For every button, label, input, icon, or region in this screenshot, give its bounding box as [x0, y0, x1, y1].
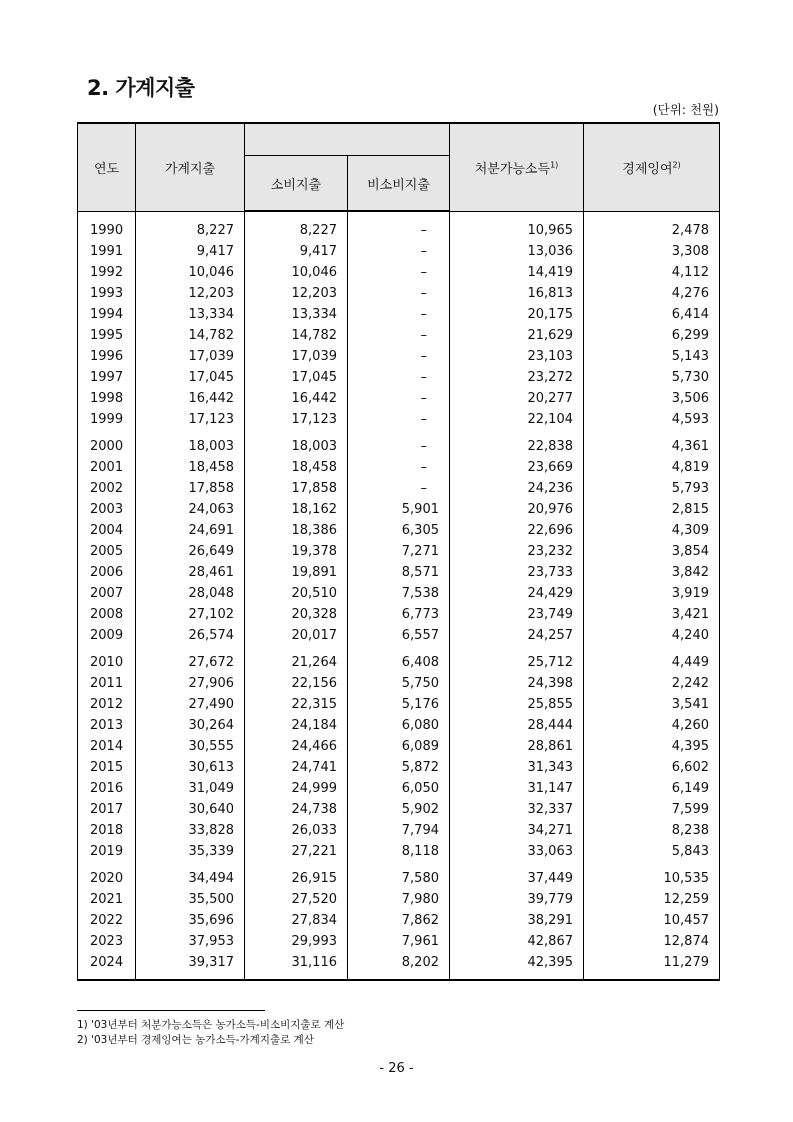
header-disposable-income: 처분가능소득$^{1)}$ [450, 123, 584, 211]
cell-household: 27,672 [136, 646, 245, 673]
cell-household: 30,640 [136, 799, 245, 820]
cell-surplus: 4,260 [584, 715, 720, 736]
cell-nonconsumption: 6,089 [348, 736, 450, 757]
cell-surplus: 12,874 [584, 931, 720, 952]
cell-nonconsumption: 7,862 [348, 910, 450, 931]
cell-consumption: 17,045 [245, 367, 348, 388]
table-row [78, 283, 720, 304]
cell-disposable: 24,257 [450, 625, 584, 646]
header-spacer [245, 123, 450, 156]
table-row [78, 409, 720, 430]
cell-surplus: 3,506 [584, 388, 720, 409]
table-row [78, 799, 720, 820]
table-row [78, 931, 720, 952]
cell-disposable: 25,712 [450, 646, 584, 673]
cell-consumption: 8,227 [245, 211, 348, 241]
cell-year: 2022 [78, 910, 136, 931]
cell-household: 10,046 [136, 262, 245, 283]
cell-household: 12,203 [136, 283, 245, 304]
cell-year: 2007 [78, 583, 136, 604]
cell-year: 2013 [78, 715, 136, 736]
cell-household: 8,227 [136, 211, 245, 241]
cell-year: 2015 [78, 757, 136, 778]
table-row [78, 388, 720, 409]
cell-disposable: 24,429 [450, 583, 584, 604]
cell-disposable: 23,232 [450, 541, 584, 562]
table-row [78, 841, 720, 862]
header-economic-surplus: 경제잉여$^{2)}$ [584, 123, 720, 211]
cell-household: 27,906 [136, 673, 245, 694]
cell-year: 2021 [78, 889, 136, 910]
cell-year: 2001 [78, 457, 136, 478]
cell-nonconsumption: 5,872 [348, 757, 450, 778]
cell-surplus: 4,449 [584, 646, 720, 673]
cell-surplus: 3,919 [584, 583, 720, 604]
footnote-2: 2) '03년부터 경제잉여는 농가소득-가계지출로 계산 [77, 1034, 314, 1046]
cell-consumption: 29,993 [245, 931, 348, 952]
cell-consumption: 24,741 [245, 757, 348, 778]
cell-year: 2018 [78, 820, 136, 841]
cell-disposable: 22,696 [450, 520, 584, 541]
cell-household: 34,494 [136, 862, 245, 889]
cell-disposable: 22,104 [450, 409, 584, 430]
cell-year: 2011 [78, 673, 136, 694]
cell-household: 13,334 [136, 304, 245, 325]
cell-surplus: 6,414 [584, 304, 720, 325]
cell-consumption: 13,334 [245, 304, 348, 325]
table-row [78, 430, 720, 457]
cell-nonconsumption: 6,050 [348, 778, 450, 799]
cell-nonconsumption: – [348, 367, 450, 388]
cell-disposable: 33,063 [450, 841, 584, 862]
cell-disposable: 38,291 [450, 910, 584, 931]
cell-disposable: 23,103 [450, 346, 584, 367]
cell-household: 35,500 [136, 889, 245, 910]
cell-consumption: 9,417 [245, 241, 348, 262]
table-row [78, 820, 720, 841]
cell-nonconsumption: 7,794 [348, 820, 450, 841]
cell-consumption: 20,328 [245, 604, 348, 625]
cell-year: 2023 [78, 931, 136, 952]
cell-nonconsumption: – [348, 283, 450, 304]
cell-nonconsumption: 8,202 [348, 952, 450, 980]
cell-household: 17,045 [136, 367, 245, 388]
cell-year: 2019 [78, 841, 136, 862]
cell-surplus: 2,478 [584, 211, 720, 241]
page-number: - 26 - [379, 1061, 414, 1076]
cell-consumption: 26,033 [245, 820, 348, 841]
cell-year: 1997 [78, 367, 136, 388]
cell-household: 35,696 [136, 910, 245, 931]
cell-surplus: 8,238 [584, 820, 720, 841]
table-row [78, 262, 720, 283]
unit-label: (단위: 천원) [652, 102, 719, 117]
cell-consumption: 19,891 [245, 562, 348, 583]
table-row [78, 952, 720, 980]
table-row [78, 862, 720, 889]
cell-surplus: 4,361 [584, 430, 720, 457]
cell-year: 2006 [78, 562, 136, 583]
cell-nonconsumption: 6,557 [348, 625, 450, 646]
cell-disposable: 31,147 [450, 778, 584, 799]
cell-household: 35,339 [136, 841, 245, 862]
cell-year: 2020 [78, 862, 136, 889]
header-consumption-expenditure: 소비지출 [245, 156, 348, 212]
cell-consumption: 27,520 [245, 889, 348, 910]
cell-year: 1998 [78, 388, 136, 409]
cell-nonconsumption: 7,538 [348, 583, 450, 604]
cell-consumption: 22,156 [245, 673, 348, 694]
cell-household: 37,953 [136, 931, 245, 952]
cell-disposable: 14,419 [450, 262, 584, 283]
cell-consumption: 17,858 [245, 478, 348, 499]
cell-household: 28,461 [136, 562, 245, 583]
cell-disposable: 31,343 [450, 757, 584, 778]
header-year: 연도 [78, 123, 136, 211]
cell-year: 2012 [78, 694, 136, 715]
table-row [78, 736, 720, 757]
cell-consumption: 27,221 [245, 841, 348, 862]
cell-household: 30,613 [136, 757, 245, 778]
table-row [78, 211, 720, 241]
cell-nonconsumption: 6,080 [348, 715, 450, 736]
table-row [78, 499, 720, 520]
table-row [78, 520, 720, 541]
cell-surplus: 3,854 [584, 541, 720, 562]
cell-consumption: 31,116 [245, 952, 348, 980]
cell-nonconsumption: 8,118 [348, 841, 450, 862]
cell-surplus: 2,242 [584, 673, 720, 694]
cell-surplus: 10,535 [584, 862, 720, 889]
cell-year: 1991 [78, 241, 136, 262]
cell-disposable: 22,838 [450, 430, 584, 457]
cell-disposable: 13,036 [450, 241, 584, 262]
cell-consumption: 24,999 [245, 778, 348, 799]
cell-disposable: 10,965 [450, 211, 584, 241]
cell-nonconsumption: 6,305 [348, 520, 450, 541]
cell-year: 1993 [78, 283, 136, 304]
cell-consumption: 20,017 [245, 625, 348, 646]
cell-consumption: 20,510 [245, 583, 348, 604]
table-body [78, 211, 720, 980]
cell-consumption: 14,782 [245, 325, 348, 346]
cell-year: 2016 [78, 778, 136, 799]
page-title: 2. 가계지출 [87, 76, 195, 100]
cell-consumption: 22,315 [245, 694, 348, 715]
cell-surplus: 4,276 [584, 283, 720, 304]
cell-surplus: 3,308 [584, 241, 720, 262]
table-row [78, 583, 720, 604]
table-row [78, 778, 720, 799]
cell-disposable: 23,733 [450, 562, 584, 583]
table-row [78, 757, 720, 778]
cell-consumption: 24,466 [245, 736, 348, 757]
cell-year: 1995 [78, 325, 136, 346]
cell-disposable: 37,449 [450, 862, 584, 889]
cell-household: 24,063 [136, 499, 245, 520]
cell-disposable: 21,629 [450, 325, 584, 346]
cell-household: 16,442 [136, 388, 245, 409]
cell-household: 18,003 [136, 430, 245, 457]
cell-household: 17,858 [136, 478, 245, 499]
cell-year: 2017 [78, 799, 136, 820]
cell-household: 9,417 [136, 241, 245, 262]
table-row [78, 889, 720, 910]
cell-nonconsumption: – [348, 409, 450, 430]
cell-nonconsumption: – [348, 211, 450, 241]
table-row [78, 694, 720, 715]
cell-surplus: 12,259 [584, 889, 720, 910]
cell-household: 24,691 [136, 520, 245, 541]
cell-surplus: 5,143 [584, 346, 720, 367]
footnote-divider [77, 1010, 265, 1011]
cell-household: 30,264 [136, 715, 245, 736]
cell-nonconsumption: 8,571 [348, 562, 450, 583]
cell-surplus: 4,819 [584, 457, 720, 478]
cell-surplus: 4,593 [584, 409, 720, 430]
cell-surplus: 6,149 [584, 778, 720, 799]
cell-household: 33,828 [136, 820, 245, 841]
cell-consumption: 17,123 [245, 409, 348, 430]
table-row [78, 604, 720, 625]
cell-nonconsumption: 7,980 [348, 889, 450, 910]
cell-household: 17,123 [136, 409, 245, 430]
cell-disposable: 28,861 [450, 736, 584, 757]
cell-surplus: 6,299 [584, 325, 720, 346]
cell-consumption: 24,184 [245, 715, 348, 736]
cell-disposable: 25,855 [450, 694, 584, 715]
cell-year: 2008 [78, 604, 136, 625]
cell-consumption: 21,264 [245, 646, 348, 673]
table-row [78, 241, 720, 262]
cell-surplus: 11,279 [584, 952, 720, 980]
cell-nonconsumption: 7,961 [348, 931, 450, 952]
cell-nonconsumption: 7,580 [348, 862, 450, 889]
cell-consumption: 10,046 [245, 262, 348, 283]
cell-nonconsumption: – [348, 478, 450, 499]
footnote-1: 1) '03년부터 처분가능소득은 농가소득-비소비지출로 계산 [77, 1019, 345, 1031]
cell-disposable: 24,398 [450, 673, 584, 694]
cell-surplus: 3,541 [584, 694, 720, 715]
cell-nonconsumption: – [348, 388, 450, 409]
cell-nonconsumption: – [348, 325, 450, 346]
cell-nonconsumption: 6,408 [348, 646, 450, 673]
cell-surplus: 3,421 [584, 604, 720, 625]
table-row [78, 367, 720, 388]
cell-household: 39,317 [136, 952, 245, 980]
table-row [78, 541, 720, 562]
header-nonconsumption-expenditure: 비소비지출 [348, 156, 450, 212]
cell-year: 2014 [78, 736, 136, 757]
cell-year: 1994 [78, 304, 136, 325]
cell-nonconsumption: 5,176 [348, 694, 450, 715]
cell-disposable: 20,175 [450, 304, 584, 325]
cell-year: 2010 [78, 646, 136, 673]
table-row [78, 646, 720, 673]
cell-consumption: 16,442 [245, 388, 348, 409]
cell-surplus: 2,815 [584, 499, 720, 520]
cell-household: 28,048 [136, 583, 245, 604]
cell-consumption: 12,203 [245, 283, 348, 304]
cell-surplus: 6,602 [584, 757, 720, 778]
cell-disposable: 24,236 [450, 478, 584, 499]
table-row [78, 457, 720, 478]
cell-surplus: 4,112 [584, 262, 720, 283]
header-household-expenditure: 가계지출 [136, 123, 245, 211]
cell-year: 2004 [78, 520, 136, 541]
cell-household: 30,555 [136, 736, 245, 757]
cell-nonconsumption: – [348, 430, 450, 457]
cell-consumption: 18,162 [245, 499, 348, 520]
cell-disposable: 32,337 [450, 799, 584, 820]
cell-household: 27,102 [136, 604, 245, 625]
cell-household: 17,039 [136, 346, 245, 367]
cell-year: 2002 [78, 478, 136, 499]
cell-year: 1999 [78, 409, 136, 430]
cell-household: 14,782 [136, 325, 245, 346]
cell-surplus: 4,240 [584, 625, 720, 646]
cell-disposable: 23,749 [450, 604, 584, 625]
cell-year: 1996 [78, 346, 136, 367]
cell-consumption: 27,834 [245, 910, 348, 931]
cell-year: 1992 [78, 262, 136, 283]
cell-disposable: 28,444 [450, 715, 584, 736]
cell-surplus: 5,793 [584, 478, 720, 499]
cell-disposable: 20,277 [450, 388, 584, 409]
cell-nonconsumption: – [348, 457, 450, 478]
cell-surplus: 5,843 [584, 841, 720, 862]
cell-year: 2003 [78, 499, 136, 520]
cell-consumption: 24,738 [245, 799, 348, 820]
cell-household: 26,649 [136, 541, 245, 562]
cell-disposable: 39,779 [450, 889, 584, 910]
cell-household: 31,049 [136, 778, 245, 799]
cell-surplus: 7,599 [584, 799, 720, 820]
cell-nonconsumption: 7,271 [348, 541, 450, 562]
cell-consumption: 18,458 [245, 457, 348, 478]
cell-year: 2000 [78, 430, 136, 457]
cell-disposable: 42,867 [450, 931, 584, 952]
table-row [78, 562, 720, 583]
household-expenditure-table [77, 122, 720, 981]
table-row [78, 910, 720, 931]
cell-disposable: 23,669 [450, 457, 584, 478]
table-row [78, 304, 720, 325]
cell-disposable: 34,271 [450, 820, 584, 841]
cell-surplus: 10,457 [584, 910, 720, 931]
cell-nonconsumption: – [348, 241, 450, 262]
cell-consumption: 18,003 [245, 430, 348, 457]
table-row [78, 325, 720, 346]
cell-consumption: 18,386 [245, 520, 348, 541]
table-row [78, 625, 720, 646]
cell-disposable: 16,813 [450, 283, 584, 304]
cell-consumption: 19,378 [245, 541, 348, 562]
table-row [78, 478, 720, 499]
cell-nonconsumption: 5,750 [348, 673, 450, 694]
cell-surplus: 5,730 [584, 367, 720, 388]
cell-consumption: 17,039 [245, 346, 348, 367]
cell-surplus: 4,395 [584, 736, 720, 757]
cell-household: 18,458 [136, 457, 245, 478]
cell-disposable: 42,395 [450, 952, 584, 980]
cell-nonconsumption: 6,773 [348, 604, 450, 625]
cell-year: 2024 [78, 952, 136, 980]
cell-nonconsumption: – [348, 262, 450, 283]
table-row [78, 346, 720, 367]
cell-year: 2005 [78, 541, 136, 562]
cell-nonconsumption: 5,902 [348, 799, 450, 820]
cell-household: 27,490 [136, 694, 245, 715]
cell-disposable: 23,272 [450, 367, 584, 388]
cell-disposable: 20,976 [450, 499, 584, 520]
cell-surplus: 3,842 [584, 562, 720, 583]
cell-surplus: 4,309 [584, 520, 720, 541]
cell-nonconsumption: – [348, 304, 450, 325]
cell-nonconsumption: – [348, 346, 450, 367]
table-row [78, 715, 720, 736]
table-row [78, 673, 720, 694]
cell-year: 1990 [78, 211, 136, 241]
cell-year: 2009 [78, 625, 136, 646]
cell-household: 26,574 [136, 625, 245, 646]
cell-nonconsumption: 5,901 [348, 499, 450, 520]
cell-consumption: 26,915 [245, 862, 348, 889]
